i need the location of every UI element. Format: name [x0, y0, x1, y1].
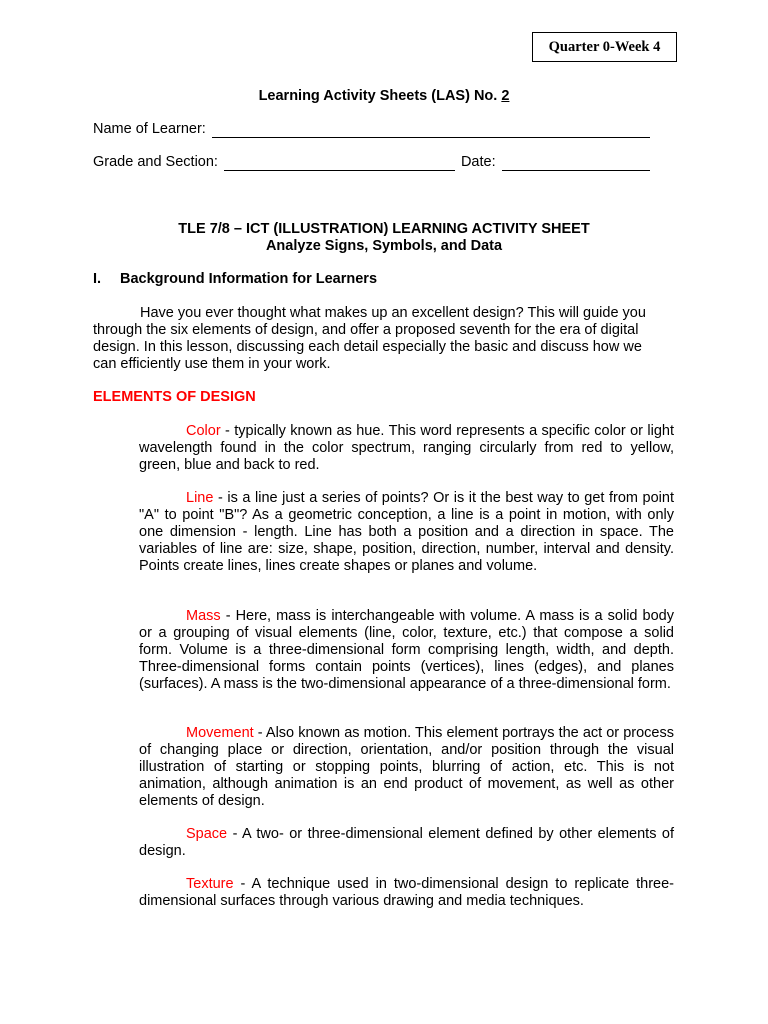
element-line	[139, 490, 674, 575]
grade-section-label: Grade and Section:	[93, 154, 218, 170]
section-title: Background Information for Learners	[120, 271, 378, 287]
element-term: Color	[186, 423, 221, 439]
grade-date-row	[93, 154, 650, 171]
date-label: Date:	[460, 154, 496, 170]
element-term: Movement	[186, 725, 254, 741]
quarter-week-box	[532, 32, 677, 62]
section-number: I.	[93, 271, 102, 287]
element-description: - A two- or three-dimensional element defined by other elements of design.	[139, 826, 674, 859]
document-subtitle: Analyze Signs, Symbols, and Data	[265, 238, 503, 254]
element-mass	[139, 608, 674, 693]
grade-section-field[interactable]	[224, 157, 455, 171]
element-term: Space	[186, 826, 228, 842]
document-title: TLE 7/8 – ICT (ILLUSTRATION) LEARNING ACTIVITY SHEET	[178, 221, 590, 237]
element-term: Mass	[186, 608, 221, 624]
element-description: - typically known as hue. This word represents a specific color or light wavelength found in the color spectrum, ranging circularly from red to yellow, green, blue and back to red.	[139, 423, 674, 473]
name-of-learner-label: Name of Learner:	[93, 121, 206, 137]
element-term: Line	[186, 490, 214, 506]
element-description: - is a line just a series of points? Or is it the best way to get from point "A" to point "B"? As a geometric conception, a line is a point in motion, with only one dimension - length. Line has both a position and a direction in space. The variables of line are: size, shape, position, direction, number, interval and density. Points create lines, lines create shapes or planes and volume.	[139, 490, 674, 574]
quarter-week-label: Quarter 0-Week 4	[548, 38, 661, 55]
section-heading	[93, 271, 377, 288]
name-of-learner-field[interactable]	[212, 124, 650, 138]
element-color	[139, 423, 674, 474]
las-title-prefix: Learning Activity Sheets (LAS) No.	[258, 88, 498, 104]
date-field[interactable]	[502, 157, 650, 171]
background-paragraph: Have you ever thought what makes up an excellent design? This will guide you through the six elements of design, and offer a proposed seventh for the era of digital design. In this lesson, discussing each detail especially the basic and discuss how we can efficiently use them in your work.	[93, 305, 646, 372]
elements-of-design-heading: ELEMENTS OF DESIGN	[93, 389, 256, 405]
element-space	[139, 826, 674, 860]
las-title	[0, 88, 768, 105]
element-term: Texture	[186, 876, 234, 892]
element-texture	[139, 876, 674, 910]
element-description: - A technique used in two-dimensional design to replicate three-dimensional surfaces through various drawing and media techniques.	[139, 876, 674, 909]
element-description: - Here, mass is interchangeable with volume. A mass is a solid body or a grouping of visual elements (line, color, texture, etc.) that compose a solid form. Volume is a three-dimensional form comprising length, width, and depth. Three-dimensional forms contain points (vertices), lines (edges), and planes (surfaces). A mass is the two-dimensional appearance of a three-dimensional form.	[139, 608, 674, 692]
name-of-learner-row	[93, 121, 650, 138]
las-number: 2	[501, 88, 510, 104]
element-movement	[139, 725, 674, 810]
element-description: - Also known as motion. This element portrays the act or process of changing place or direction, orientation, and/or position through the visual illustration of starting or stopping points, blurring of action, etc. This is not animation, although animation is an end product of movement, as well as other elements of design.	[139, 725, 674, 809]
